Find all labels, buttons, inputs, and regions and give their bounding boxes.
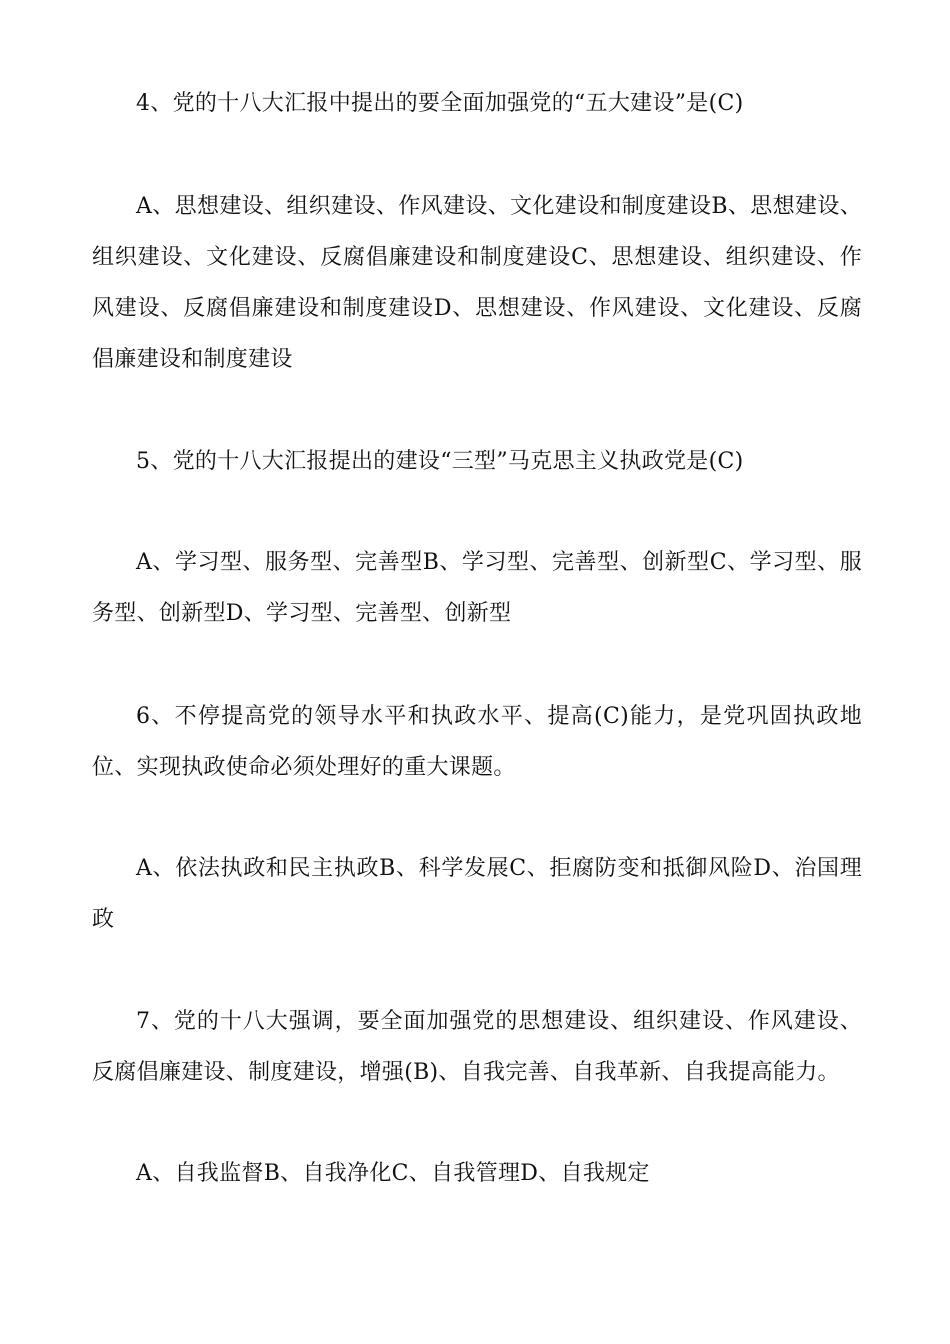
question-4-options: A、思想建设、组织建设、作风建设、文化建设和制度建设B、思想建设、组织建设、文化建设、反腐倡廉建设和制度建设C、思想建设、组织建设、作风建设、反腐倡廉建设和制度建设D、思想建设、作风建设、文化建设、反腐倡廉建设和制度建设 — [92, 194, 862, 372]
question-6-options: A、依法执政和民主执政B、科学发展C、拒腐防变和抵御风险D、治国理政 — [92, 856, 862, 932]
question-6: 6、不停提高党的领导水平和执政水平、提高(C)能力，是党巩固执政地位、实现执政使命必须处理好的重大课题。 — [92, 704, 862, 780]
question-7: 7、党的十八大强调，要全面加强党的思想建设、组织建设、作风建设、反腐倡廉建设、制度建设，增强(B)、自我完善、自我革新、自我提高能力。 — [92, 1009, 862, 1085]
question-5: 5、党的十八大汇报提出的建设“三型”马克思主义执政党是(C) — [136, 449, 744, 474]
question-7-options: A、自我监督B、自我净化C、自我管理D、自我规定 — [136, 1161, 650, 1186]
question-4: 4、党的十八大汇报中提出的要全面加强党的“五大建设”是(C) — [136, 91, 744, 116]
question-5-options: A、学习型、服务型、完善型B、学习型、完善型、创新型C、学习型、服务型、创新型D、学习型、完善型、创新型 — [92, 550, 862, 626]
